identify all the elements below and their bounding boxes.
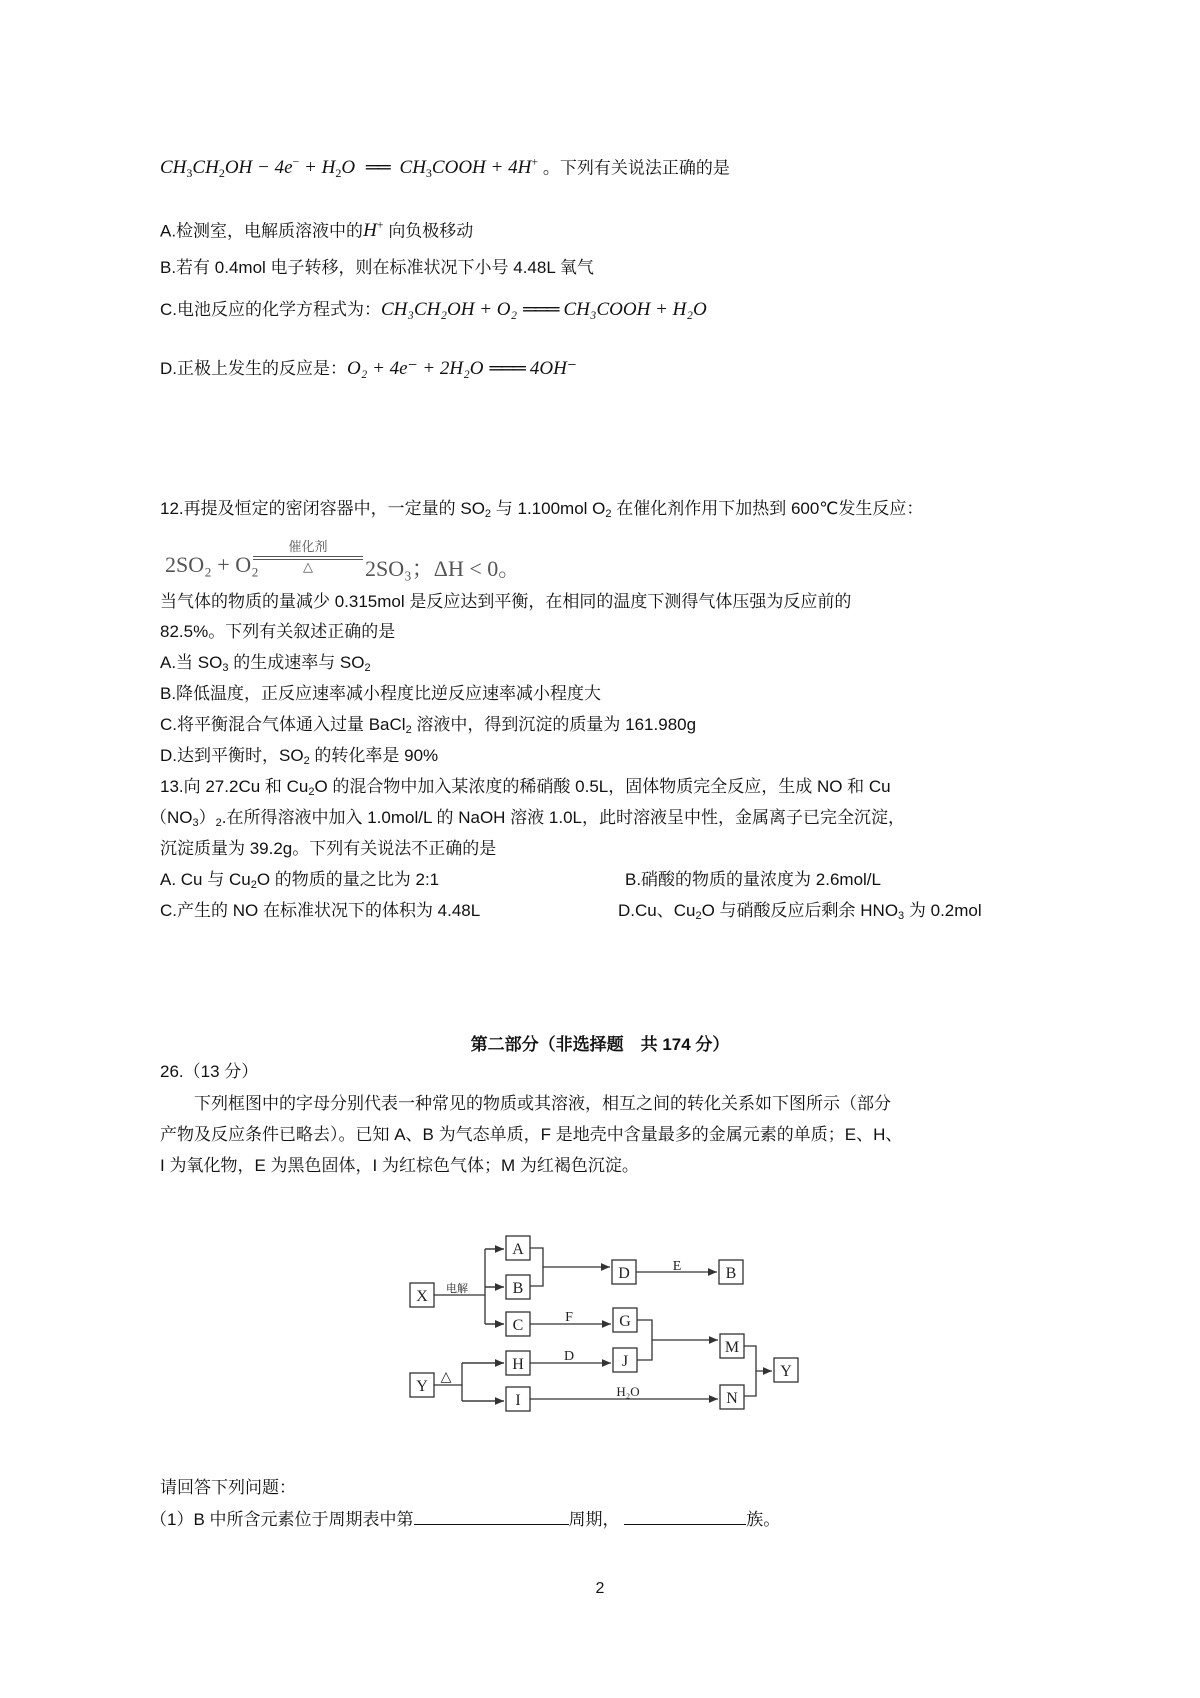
q11-equation: $CH_3CH_2OH - 4e^- + H_2O$ ══ $CH_3COOH + 4H^+$	[160, 155, 539, 181]
q13-option-d: D.Cu、$Cu_2O$ 与硝酸反应后剩余 $HNO_3$ 为 0.2mol	[618, 901, 982, 922]
q12-option-b: B.降低温度，正反应速率减小程度比逆反应速率减小程度大	[160, 684, 602, 703]
q11-option-b: B.若有 0.4mol 电子转移，则在标准状况下小号 4.48L 氧气	[160, 258, 594, 277]
q12-reaction-equation-image: 2SO₂ + O₂ 催化剂 △ 2SO₃；ΔH < 0。	[165, 539, 521, 581]
reversible-arrow-icon: 催化剂 △	[253, 540, 363, 574]
node-n: N	[726, 1390, 738, 1407]
q12-option-c: C.将平衡混合气体通入过量 BaCl$_2$ 溶液中，得到沉淀的质量为 161.980g	[160, 715, 697, 736]
q11-question-text: 。下列有关说法正确的是	[542, 158, 730, 178]
answer-blank-period[interactable]	[414, 1506, 569, 1525]
q12-option-d: D.达到平衡时，$SO_2$ 的转化率是 90%	[160, 746, 439, 767]
page-number: 2	[595, 1580, 605, 1597]
q13-line2: $(NO_3)_2$.在所得溶液中加入 1.0mol/L 的 NaOH 溶液 1.0L，此时溶液呈中性，金属离子已完全沉淀，	[150, 808, 905, 829]
label-electrolysis: 电解	[446, 1283, 468, 1295]
node-b: B	[512, 1280, 524, 1297]
q12-line2: 当气体的物质的量减少 0.315mol 是反应达到平衡，在相同的温度下测得气体压强为反应前的	[160, 592, 852, 611]
q13-option-b: B.硝酸的物质的量浓度为 2.6mol/L	[625, 870, 881, 889]
node-m: M	[724, 1339, 740, 1356]
q13-line3: 沉淀质量为 39.2g。下列有关说法不正确的是	[160, 839, 497, 858]
node-h: H	[512, 1356, 524, 1373]
node-y2: Y	[780, 1363, 792, 1380]
q26-para1: 下列框图中的字母分别代表一种常见的物质或其溶液，相互之间的转化关系如下图所示（部分	[194, 1094, 891, 1113]
node-i: I	[515, 1392, 521, 1409]
node-c: C	[512, 1317, 524, 1334]
q11-option-a: A.检测室，电解质溶液中的H+ 向负极移动	[160, 218, 474, 242]
label-f: F	[565, 1310, 573, 1325]
node-d: D	[618, 1265, 630, 1282]
conversion-flow-diagram	[400, 1225, 820, 1425]
node-a: A	[512, 1241, 524, 1258]
q13-option-a: A. Cu 与 $Cu_2O$ 的物质的量之比为 2:1	[160, 870, 440, 891]
q26-subquestion-1: （1）B 中所含元素位于周期表中第 周期， 族。	[150, 1506, 780, 1532]
label-d: D	[563, 1349, 575, 1364]
q12-line3: 82.5%。下列有关叙述正确的是	[160, 622, 396, 641]
q12-stem: 12.再提及恒定的密闭容器中，一定量的 $SO_2$ 与 1.100mol $O_2$ 在催化剂作用下加热到 600℃发生反应：	[160, 499, 924, 520]
label-heat: △	[440, 1370, 452, 1385]
q11-option-d: D.正极上发生的反应是：O₂ + 4e⁻ + 2H₂O ═══ 4OH⁻	[160, 358, 577, 379]
label-water: H₂O	[616, 1384, 640, 1399]
node-j: J	[621, 1353, 629, 1370]
q26-para2: 产物及反应条件已略去）。已知 A、B 为气态单质，F 是地壳中含量最多的金属元素的单质；E、H、	[160, 1125, 903, 1144]
q12-option-a: A.当 $SO_3$ 的生成速率与 $SO_2$	[160, 653, 371, 674]
q26-prompt: 请回答下列问题：	[160, 1478, 296, 1497]
node-g: G	[619, 1313, 631, 1330]
node-b2: B	[725, 1265, 737, 1282]
q11-option-c: C.电池反应的化学方程式为：CH₃CH₂OH + O₂ ═══ CH₃COOH + H₂O	[160, 299, 707, 320]
q11-equation-line	[160, 150, 730, 185]
part2-title: 第二部分（非选择题 共 174 分）	[470, 1035, 730, 1054]
node-x: X	[416, 1288, 428, 1305]
q13-line1: 13.向 27.2Cu 和 $Cu_2O$ 的混合物中加入某浓度的稀硝酸 0.5L，固体物质完全反应，生成 NO 和 Cu	[160, 777, 891, 798]
q26-header: 26.（13 分）	[160, 1062, 259, 1081]
q26-para3: I 为氧化物，E 为黑色固体，I 为红棕色气体；M 为红褐色沉淀。	[160, 1156, 639, 1175]
q13-option-c: C.产生的 NO 在标准状况下的体积为 4.48L	[160, 901, 481, 920]
answer-blank-group[interactable]	[624, 1506, 746, 1525]
node-y: Y	[416, 1378, 428, 1395]
label-e: E	[672, 1259, 682, 1274]
